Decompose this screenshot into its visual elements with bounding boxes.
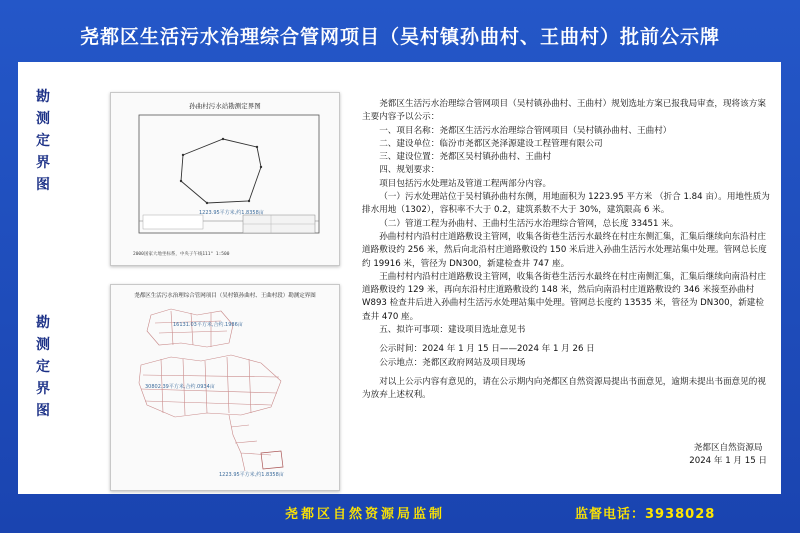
signature-block bbox=[689, 442, 767, 469]
notice-item: 三、建设位置：尧都区吴村镇孙曲村、王曲村 bbox=[379, 152, 552, 163]
notice-place: 公示地点：尧都区政府网站及项目现场 bbox=[379, 357, 526, 368]
footer-supervisor: 尧都区自然资源局监制 bbox=[285, 507, 446, 522]
area-label: 30802.39平方米,合约.0934亩 bbox=[145, 384, 215, 390]
notice-item: 一、项目名称：尧都区生活污水治理综合管网项目（吴村镇孙曲村、王曲村） bbox=[379, 125, 672, 136]
footer-hotline: 监督电话：3938028 bbox=[575, 507, 716, 522]
notice-period: 公示时间：2024 年 1 月 15 日——2024 年 1 月 26 日 bbox=[379, 344, 595, 355]
content-panel bbox=[18, 62, 781, 494]
side-char: 定 bbox=[36, 133, 50, 149]
side-char: 勘 bbox=[36, 89, 50, 105]
survey-map-station bbox=[110, 92, 340, 266]
map-title: 尧都区生活污水治理综合管网项目（吴村镇孙曲村、王曲村段）勘测定界图 bbox=[134, 293, 316, 299]
area-label: 16131.03平方米,合约.1986亩 bbox=[173, 322, 243, 328]
notice-item: 二、建设单位：临汾市尧都区尧泽源建设工程管理有限公司 bbox=[379, 138, 603, 149]
area-label: 1223.95平方米,约1.8358亩 bbox=[199, 210, 264, 216]
survey-map-network bbox=[110, 284, 340, 491]
notice-intro: 尧都区生活污水治理综合管网项目（吴村镇孙曲村、王曲村）规划选址方案已报我局审查，现将该方案主要内容予以公示： bbox=[362, 99, 766, 123]
side-label-2 bbox=[22, 312, 64, 422]
notice-text bbox=[362, 98, 770, 403]
side-char: 界 bbox=[36, 381, 50, 397]
notice-closing: 对以上公示内容有意见的，请在公示期内向尧都区自然资源局提出书面意见，逾期未提出书面意见的视为放弃上述权利。 bbox=[362, 376, 766, 401]
side-char: 测 bbox=[36, 111, 50, 127]
side-char: 勘 bbox=[36, 315, 50, 331]
board-title: 尧都区生活污水治理综合管网项目（吴村镇孙曲村、王曲村）批前公示牌 bbox=[79, 26, 720, 48]
notice-p1: （一）污水处理站位于吴村镇孙曲村东侧，用地面积为 1223.95 平方米 （折合 1.84 亩）。用地性质为排水用地（1302），容积率不大于 0.2，建筑系数不大于 30%，建筑限高 6 米。 bbox=[362, 192, 770, 216]
side-char: 图 bbox=[36, 403, 50, 419]
station-boundary-drawing bbox=[111, 93, 339, 265]
notice-item: 四、规划要求： bbox=[379, 165, 440, 176]
map-note: 2000国家大地坐标系，中央子午线111° 1:500 bbox=[133, 252, 230, 257]
sign-org: 尧都区自然资源局 bbox=[693, 443, 763, 453]
side-char: 图 bbox=[36, 177, 50, 193]
sign-date: 2024 年 1 月 15 日 bbox=[689, 456, 767, 467]
side-label-1 bbox=[22, 86, 64, 196]
notice-p2: （二）管道工程为孙曲村、王曲村生活污水治理综合管网，总长度 33451 米。 bbox=[379, 218, 679, 229]
notice-scope: 项目包括污水处理站及管道工程两部分内容。 bbox=[379, 178, 552, 189]
notice-p4: 王曲村村内沿村庄道路敷设主管网，收集各街巷生活污水最终在村庄南侧汇集，汇集后继续向南沿村庄道路敷设约 129 米，再向东沿村庄道路敷设约 148 米，然后向南沿村庄道路敷设约 346 米接至孙曲村 W893 检查井后进入孙曲村生活污水处理站集中处理。管网总长度约 13535 米，管径为 DN300，新建检查井 470 座。 bbox=[362, 271, 766, 322]
side-char: 定 bbox=[36, 359, 50, 375]
area-label: 1223.95平方米,约1.8358亩 bbox=[219, 472, 284, 478]
side-char: 界 bbox=[36, 155, 50, 171]
map-title: 孙曲村污水站勘测定界图 bbox=[189, 102, 261, 110]
side-char: 测 bbox=[36, 337, 50, 353]
notice-item5: 五、拟许可事项：建设项目选址意见书 bbox=[379, 325, 526, 336]
notice-p3: 孙曲村村内沿村庄道路敷设主管网，收集各街巷生活污水最终在村庄东侧汇集，汇集后继续向东沿村庄道路敷设约 256 米，然后向北沿村庄道路敷设约 150 米后进入孙曲生活污水处理站集中处理。管网总长度约 19916 米，管径为 DN300，新建检查井 747 座。 bbox=[362, 231, 767, 269]
